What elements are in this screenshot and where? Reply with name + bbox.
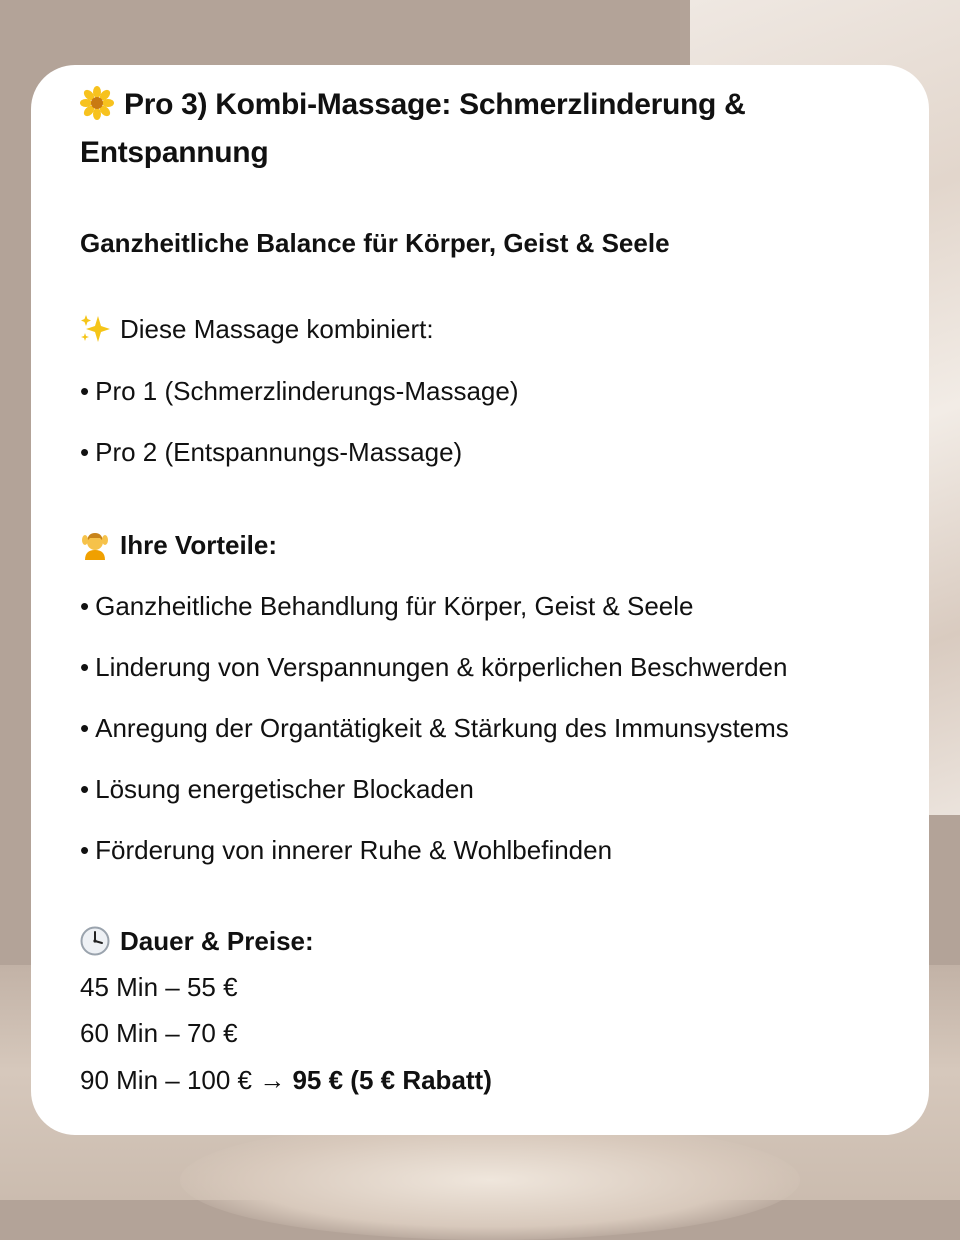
list-item: • Anregung der Organtätigkeit & Stärkung des Immunsystems [80, 713, 789, 744]
benefits-heading-text: Ihre Vorteile: [120, 530, 278, 560]
massage-person-icon [80, 530, 110, 567]
price-row: 45 Min – 55 € [80, 972, 238, 1002]
clock-icon [80, 926, 110, 963]
page-title-line1: Pro 3) Kombi-Massage: Schmerzlinderung & [124, 88, 746, 121]
prices-heading [80, 926, 314, 963]
combines-heading-text: Diese Massage kombiniert: [120, 314, 434, 344]
subtitle: Ganzheitliche Balance für Körper, Geist & Seele [80, 228, 670, 258]
price-row-discount [80, 1065, 492, 1096]
list-item: • Linderung von Verspannungen & körperlichen Beschwerden [80, 652, 787, 683]
list-item: • Ganzheitliche Behandlung für Körper, Geist & Seele [80, 591, 693, 622]
list-item: • Förderung von innerer Ruhe & Wohlbefinden [80, 835, 612, 866]
prices-heading-text: Dauer & Preise: [120, 926, 314, 956]
list-item: • Pro 2 (Entspannungs-Massage) [80, 437, 462, 468]
page-title [80, 86, 745, 128]
discount-price: 95 € (5 € Rabatt) [292, 1065, 492, 1095]
price-row: 60 Min – 70 € [80, 1018, 238, 1048]
benefits-heading [80, 530, 277, 567]
page-title-line2: Entspannung [80, 136, 269, 169]
blossom-icon [80, 86, 114, 128]
sparkles-icon [80, 314, 110, 351]
background-cream-swirl [180, 1120, 800, 1240]
list-item: • Lösung energetischer Blockaden [80, 774, 474, 805]
list-item: • Pro 1 (Schmerzlinderungs-Massage) [80, 376, 519, 407]
combines-heading [80, 314, 434, 351]
price-row-prefix: 90 Min – 100 € → [80, 1065, 293, 1095]
